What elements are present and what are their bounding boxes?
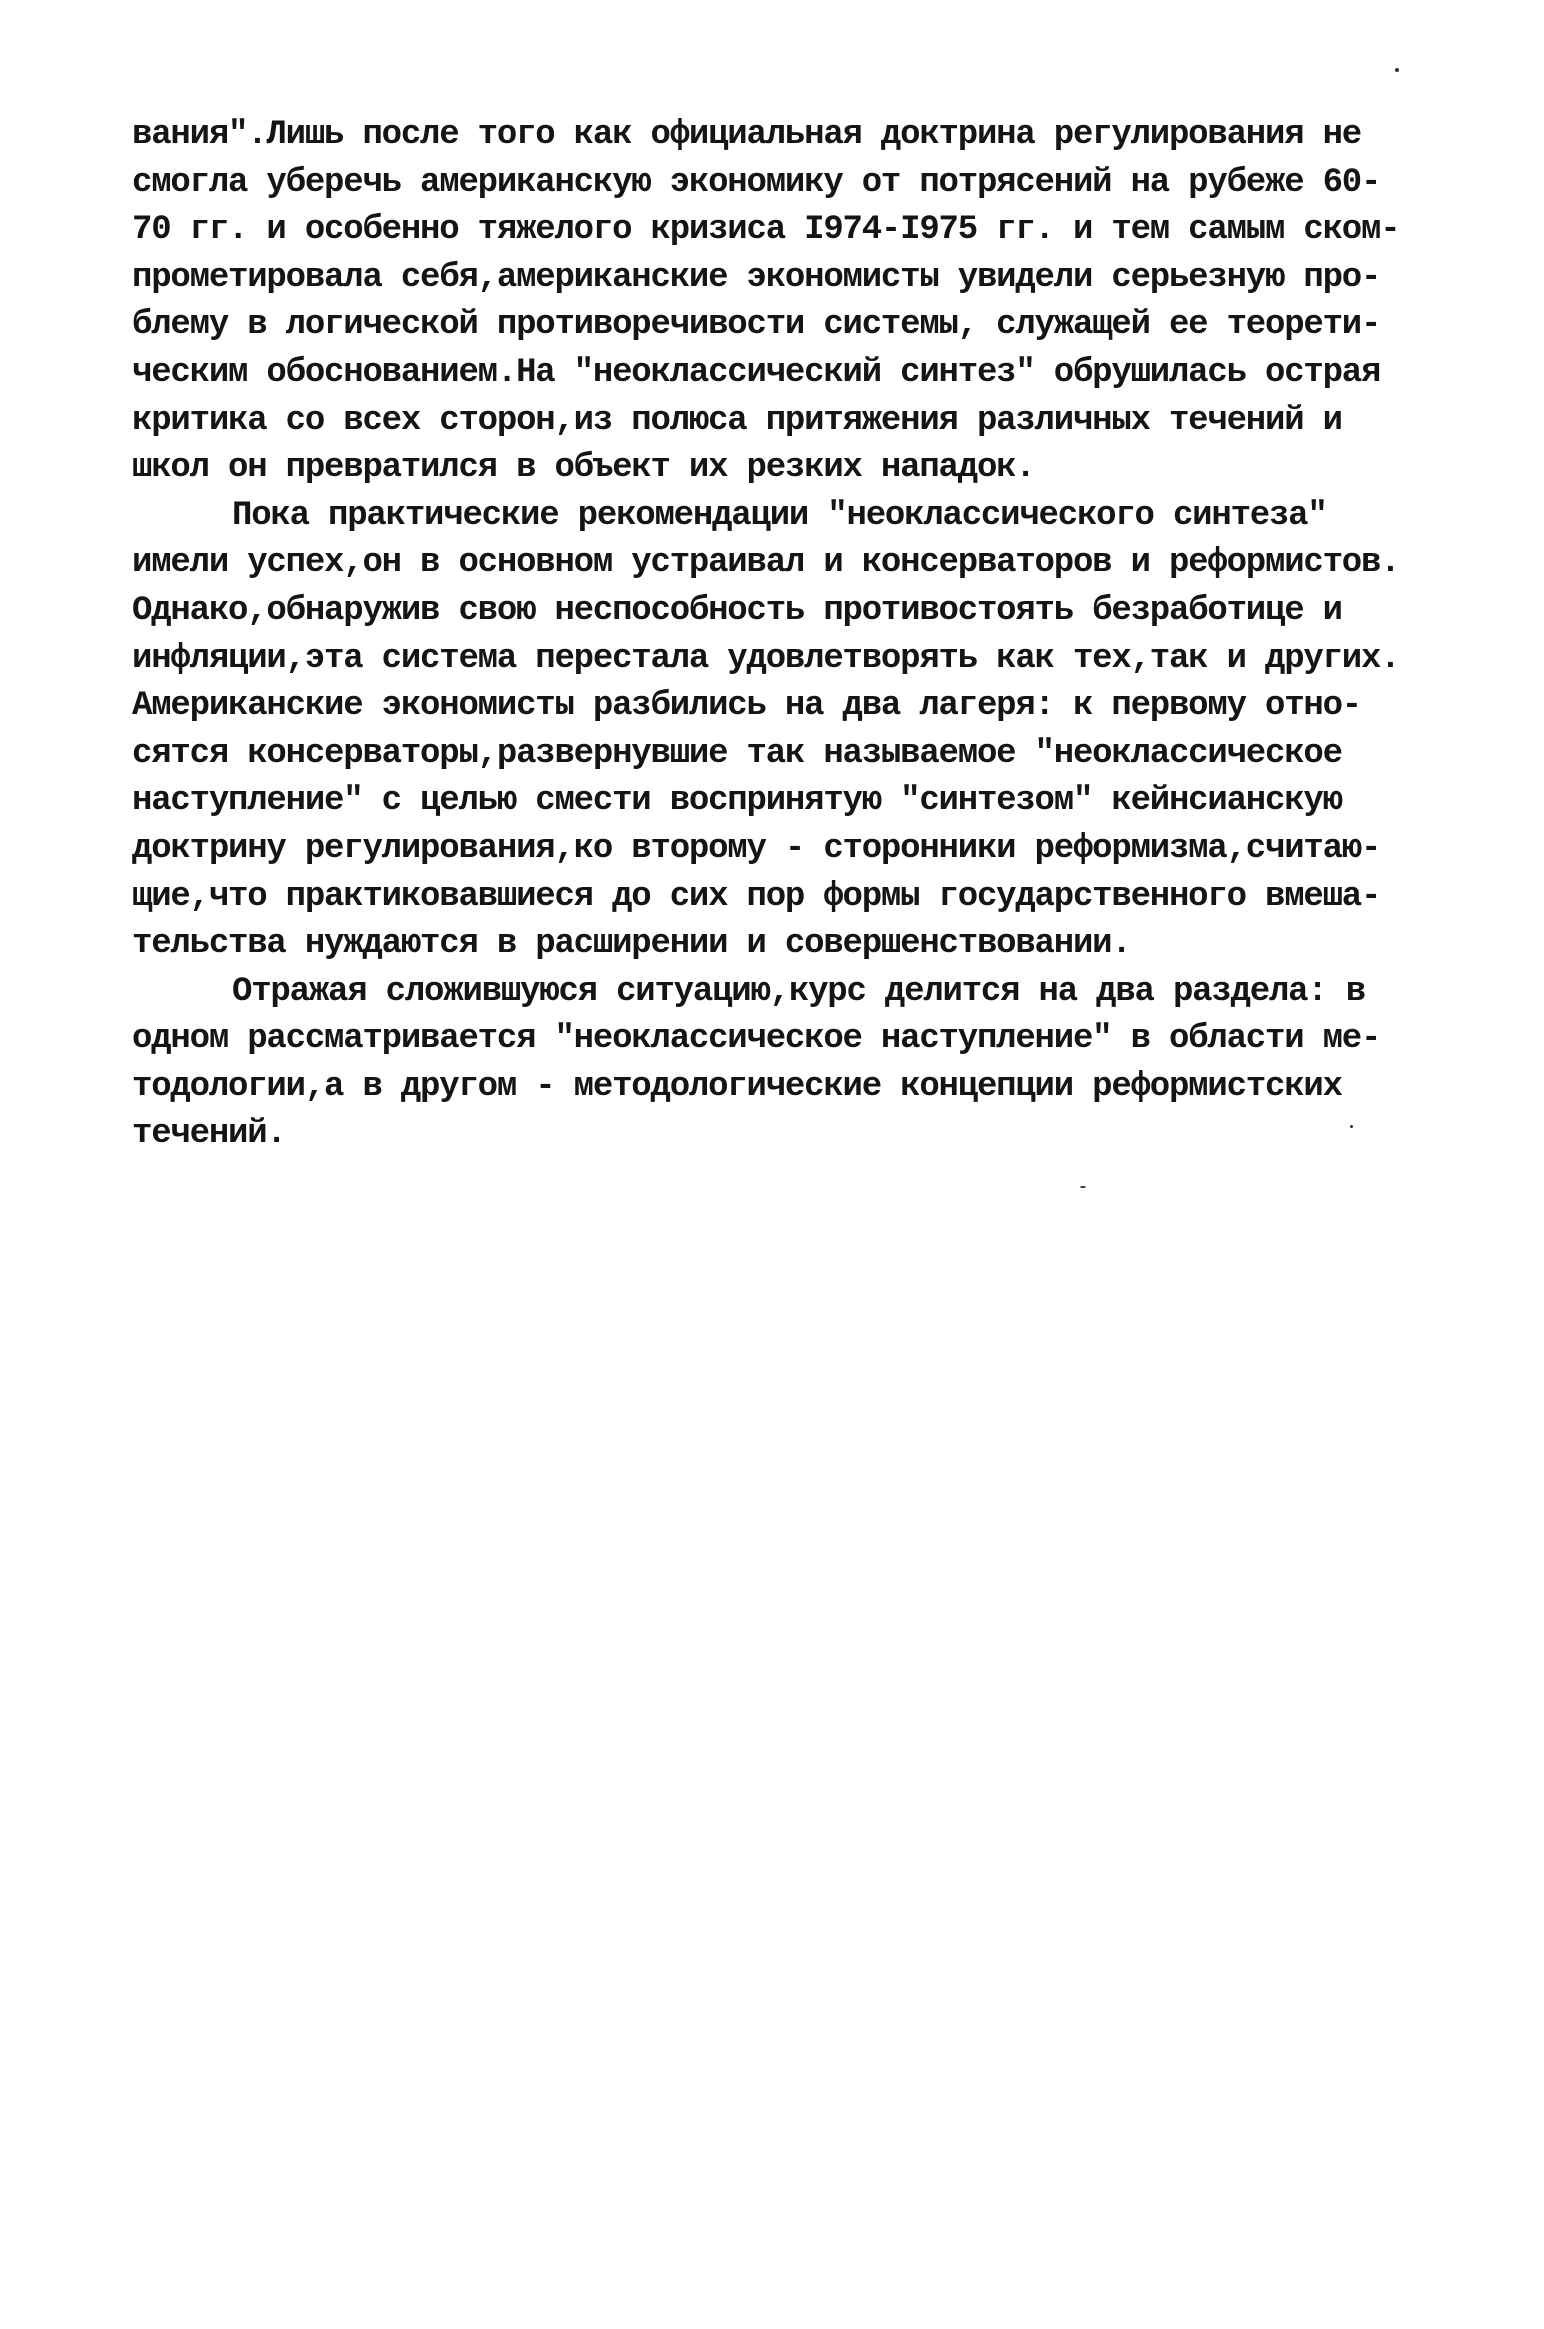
text-line: Пока практические рекомендации "неоклассического синтеза" [232, 496, 1327, 535]
scan-speck [1350, 1125, 1353, 1128]
text-line: тодологии,а в другом - методологические концепции реформистских [132, 1067, 1342, 1106]
text-line: сятся консерваторы,развернувшие так называемое "неоклассическое [132, 734, 1342, 773]
body-text [132, 112, 1422, 1159]
text-line: тельства нуждаются в расширении и совершенствовании. [132, 925, 1131, 964]
text-line: 70 гг. и особенно тяжелого кризиса I974-I975 гг. и тем самым ском- [132, 211, 1400, 250]
text-line: инфляции,эта система перестала удовлетворять как тех,так и других. [132, 639, 1400, 678]
text-line: Американские экономисты разбились на два лагеря: к первому отно- [132, 687, 1362, 726]
text-line: прометировала себя,американские экономисты увидели серьезную про- [132, 258, 1381, 297]
scan-speck [1080, 1186, 1086, 1188]
paragraph-2 [132, 493, 1422, 969]
text-line: школ он превратился в объект их резких нападок. [132, 449, 1035, 488]
text-line: блему в логической противоречивости системы, служащей ее теорети- [132, 306, 1381, 345]
text-line: наступление" с целью смести воспринятую "синтезом" кейнсианскую [132, 782, 1342, 821]
scan-speck [1395, 68, 1399, 72]
text-line: критика со всех сторон,из полюса притяжения различных течений и [132, 401, 1342, 440]
text-line: смогла уберечь американскую экономику от потрясений на рубеже 60- [132, 163, 1381, 202]
text-line: доктрину регулирования,ко второму - сторонники реформизма,считаю- [132, 829, 1381, 868]
text-line: щие,что практиковавшиеся до сих пор формы государственного вмеша- [132, 877, 1381, 916]
text-line: имели успех,он в основном устраивал и консерваторов и реформистов. [132, 544, 1400, 583]
paragraph-3 [132, 969, 1422, 1159]
text-line: ческим обоснованием.На "неоклассический синтез" обрушилась острая [132, 353, 1381, 392]
text-line: Однако,обнаружив свою неспособность противостоять безработице и [132, 591, 1342, 630]
text-line: одном рассматривается "неоклассическое наступление" в области ме- [132, 1020, 1381, 1059]
text-line: течений. [132, 1115, 286, 1154]
text-line: Отражая сложившуюся ситуацию,курс делится на два раздела: в [232, 972, 1365, 1011]
text-line: вания".Лишь после того как официальная доктрина регулирования не [132, 116, 1362, 154]
paragraph-1 [132, 112, 1422, 493]
